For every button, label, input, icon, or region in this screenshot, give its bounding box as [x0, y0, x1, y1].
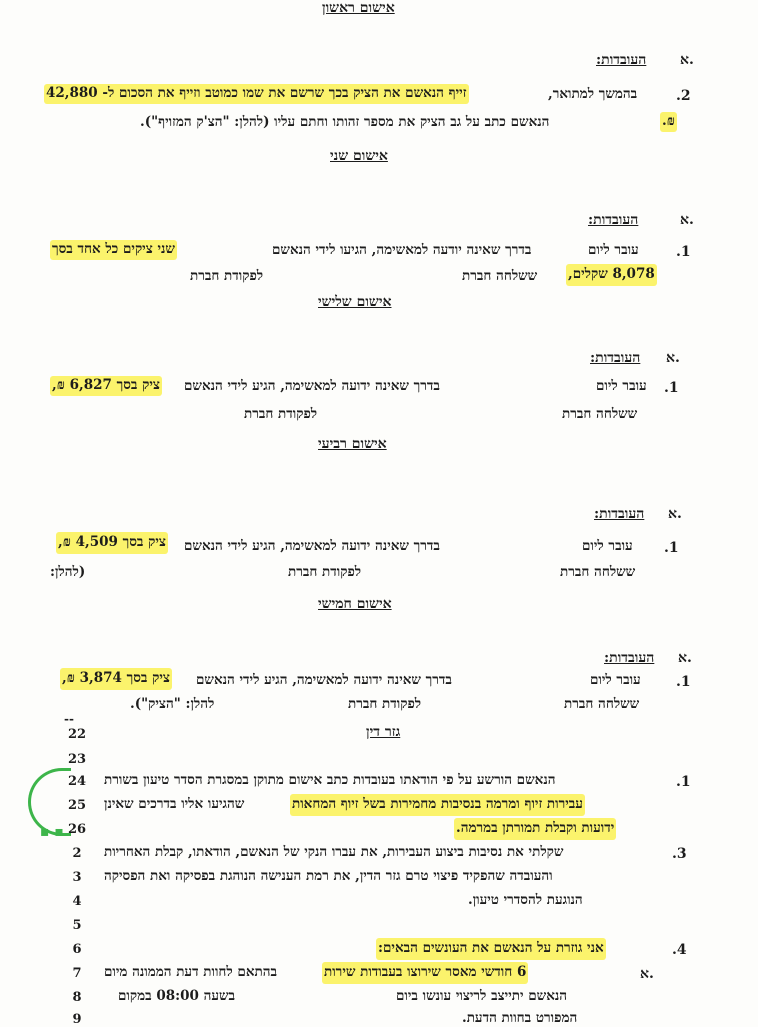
verdict-para-4-highlight-1: אני גוזרת על הנאשם את העונשים הבאים:	[376, 938, 606, 960]
count-1-line-1-highlight: זייף הנאשם את הציק בכך שרשם את שמו כמוטב וזייף את הסכום ל- 42,880	[44, 84, 469, 104]
verdict-para-3-line-2: והעובדה שהפקיד פיצוי טרם גזר הדין, את רמת הענישה הנוהגת בפסיקה ואת הפסיקה	[104, 868, 553, 884]
count-1-line-2-highlight: ₪.	[660, 112, 677, 132]
line-number-dash: --	[64, 712, 74, 726]
count-4-letter: א.	[668, 506, 682, 522]
count-3-line-1: בדרך שאינה ידועה למאשימה, הגיע לידי הנאשם	[184, 378, 440, 394]
verdict-para-3-line-3: הנוגעת להסדרי טיעון.	[468, 892, 583, 908]
count-5-facts-heading: העובדות:	[604, 650, 655, 666]
verdict-para-4-line-3b: בשעה 08:00 במקום	[118, 988, 236, 1004]
count-3-to-order-of: לפקודת חברת	[244, 406, 318, 422]
count-5-item-number: .1	[676, 674, 691, 690]
count-4-title: אישום רביעי	[318, 436, 387, 452]
line-number: 25	[67, 798, 87, 813]
count-2-item-number: .1	[676, 244, 691, 260]
verdict-para-1-line-2: שהגיעו אליו בדרכים שאינן	[104, 796, 245, 812]
count-2-letter: א.	[680, 212, 694, 228]
verdict-title: גזר דין	[366, 724, 401, 740]
line-number: 6	[72, 942, 82, 957]
count-3-sent-by: ששלחה חברת	[562, 406, 638, 422]
verdict-para-4-line-2: בהתאם לחוות דעת הממונה מיום	[104, 964, 278, 980]
count-2-sent-by: ששלחה חברת	[462, 268, 538, 284]
verdict-para-1-number: .1	[676, 774, 691, 790]
line-number: 26	[67, 822, 87, 837]
count-2-before-date: עובר ליום	[588, 242, 639, 258]
count-5-highlight: ציק בסך 3,874 ₪,	[60, 668, 172, 690]
count-2-facts-heading: העובדות:	[588, 212, 639, 228]
count-4-to-order-of: לפקודת חברת	[288, 564, 362, 580]
count-2-to-order-of: לפקודת חברת	[190, 268, 264, 284]
verdict-para-3-number: .3	[672, 846, 687, 862]
count-4-line-1: בדרך שאינה ידועה למאשימה, הגיע לידי הנאשם	[184, 538, 440, 554]
count-3-before-date: עובר ליום	[596, 378, 647, 394]
count-5-sent-by: ששלחה חברת	[564, 696, 640, 712]
count-5-to-order-of: לפקודת חברת	[348, 696, 422, 712]
line-number: 4	[72, 894, 82, 909]
line-number: 7	[72, 966, 82, 981]
verdict-para-4-sub-a: א.	[640, 966, 654, 982]
count-1-item-number: .2	[676, 88, 691, 104]
count-4-sent-by: ששלחה חברת	[560, 564, 636, 580]
count-5-title: אישום חמישי	[318, 596, 392, 612]
count-5-letter: א.	[678, 650, 692, 666]
count-4-facts-heading: העובדות:	[594, 506, 645, 522]
count-4-hereinafter: (להלן:	[50, 564, 86, 580]
count-3-facts-heading: העובדות:	[590, 350, 641, 366]
count-1-title: אישום ראשון	[322, 0, 395, 16]
count-5-line-1: בדרך שאינה ידועה למאשימה, הגיע לידי הנאשם	[196, 672, 452, 688]
line-number: 3	[72, 870, 82, 885]
line-number: 5	[72, 918, 82, 933]
line-number: 23	[67, 752, 87, 767]
line-number: 8	[72, 990, 82, 1005]
count-5-hereinafter: להלן: "הציק").	[130, 696, 215, 712]
green-pen-mark-text: ▪ ▪	[40, 824, 64, 840]
count-5-before-date: עובר ליום	[590, 672, 641, 688]
verdict-para-1-highlight-1: עבירות זיוף ומרמה בנסיבות מחמירות בשל זיוף המחאות	[290, 794, 585, 816]
line-number: 2	[72, 846, 82, 861]
verdict-para-4-number: .4	[672, 942, 687, 958]
count-1-letter: א.	[680, 52, 694, 68]
count-1-line-2: הנאשם כתב על גב הציק את מספר זהותו וחתם עליו (להלן: "הצ'ק המזויף").	[140, 114, 550, 130]
count-1-line-1a: בהמשך למתואר,	[548, 86, 638, 102]
count-3-title: אישום שלישי	[318, 294, 392, 310]
line-number: 9	[72, 1012, 82, 1027]
line-number: 24	[67, 774, 87, 789]
verdict-para-4-highlight-2: 6 חודשי מאסר שירוצו בעבודות שירות	[322, 962, 528, 984]
count-4-before-date: עובר ליום	[582, 538, 633, 554]
count-2-line-1: בדרך שאינה יודעה למאשימה, הגיעו לידי הנאשם	[272, 242, 532, 258]
verdict-para-4-line-3a: הנאשם יתייצב לריצוי עונשו ביום	[396, 988, 568, 1004]
count-1-facts-heading: העובדות:	[596, 52, 647, 68]
count-3-highlight: ציק בסך 6,827 ₪,	[50, 376, 162, 396]
line-number: 22	[67, 727, 87, 742]
count-2-title: אישום שני	[330, 148, 388, 164]
count-4-item-number: .1	[664, 540, 679, 556]
verdict-para-1-highlight-2: ידועות וקבלת תמורתן במרמה.	[454, 818, 616, 840]
verdict-para-3-line-1: שקלתי את נסיבות ביצוע העבירות, את עברו הנקי של הנאשם, הודאתו, קבלת האחריות	[104, 844, 564, 860]
verdict-para-4-line-4: המפורט בחוות הדעת.	[462, 1010, 578, 1026]
count-4-highlight: ציק בסך 4,509 ₪,	[56, 532, 168, 554]
count-3-letter: א.	[666, 350, 680, 366]
verdict-para-1-line-1: הנאשם הורשע על פי הודאתו בעובדות כתב אישום מתוקן במסגרת הסדר טיעון בשורת	[104, 772, 556, 788]
count-3-item-number: .1	[664, 380, 679, 396]
count-2-highlight-1: שני ציקים כל אחד בסך	[50, 240, 177, 260]
count-2-highlight-2: 8,078 שקלים,	[566, 264, 657, 286]
